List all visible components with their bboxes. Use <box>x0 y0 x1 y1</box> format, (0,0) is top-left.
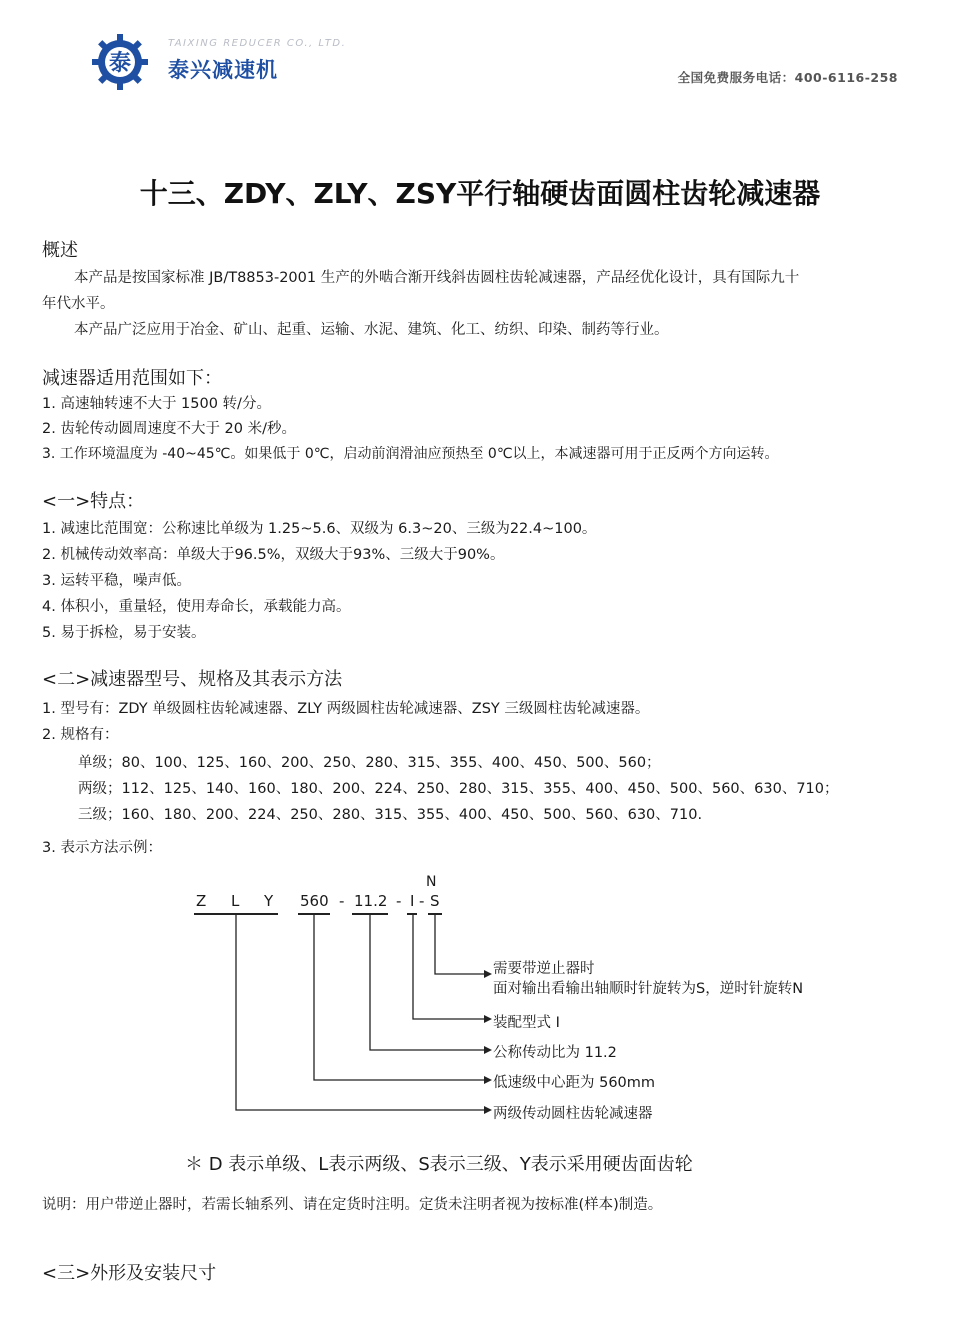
logo-glyph: 泰 <box>108 51 132 76</box>
label-backstop-required: 需要带逆止器时 <box>493 961 595 977</box>
feature-item: 3. 运转平稳，噪声低。 <box>42 573 191 589</box>
company-name-en: TAIXING REDUCER CO., LTD. <box>168 38 347 49</box>
code-dash: - <box>419 892 425 910</box>
code-superscript-n: N <box>426 874 437 890</box>
models-item1: 1. 型号有：ZDY 单级圆柱齿轮减速器、ZLY 两级圆柱齿轮减速器、ZSY 三级圆柱齿轮减速器。 <box>42 701 650 717</box>
code-underline-ratio <box>352 913 388 915</box>
scope-item: 2. 齿轮传动圆周速度不大于 20 米/秒。 <box>42 421 296 437</box>
scope-heading: 减速器适用范围如下： <box>42 368 222 389</box>
code-dash: - <box>396 892 402 910</box>
overview-para1-line1: 本产品是按国家标准 JB/T8853-2001 生产的外啮合渐开线斜齿圆柱齿轮减速器，产品经优化设计，具有国际九十 <box>74 270 800 286</box>
legend-note: ＊ D 表示单级、L表示两级、S表示三级、Y表示采用硬齿面齿轮 <box>185 1154 693 1175</box>
feature-item: 1. 减速比范围宽：公称速比单级为 1.25~5.6、双级为 6.3~20、三级为22.4~100。 <box>42 521 597 537</box>
label-center-distance: 低速级中心距为 560mm <box>493 1075 656 1091</box>
scope-item: 3. 工作环境温度为 -40~45℃。如果低于 0℃，启动前润滑油应预热至 0℃以上，本减速器可用于正反两个方向运转。 <box>42 446 779 462</box>
label-reducer-type: 两级传动圆柱齿轮减速器 <box>493 1106 653 1122</box>
label-nominal-ratio: 公称传动比为 11.2 <box>493 1045 617 1061</box>
company-name-cn: 泰兴减速机 <box>168 58 278 82</box>
code-underline-assembly <box>407 913 417 915</box>
company-logo-icon <box>92 34 148 90</box>
spec-double: 两级；112、125、140、160、180、200、224、250、280、315、355、400、450、500、560、630、710； <box>78 781 839 797</box>
overview-para2: 本产品广泛应用于冶金、矿山、起重、运输、水泥、建筑、化工、纺织、印染、制药等行业。 <box>74 322 669 338</box>
code-underline-center <box>298 913 330 915</box>
spec-triple: 三级；160、180、200、224、250、280、315、355、400、450、500、560、630、710. <box>78 807 703 823</box>
page-title: 十三、ZDY、ZLY、ZSY平行轴硬齿面圆柱齿轮减速器 <box>139 177 821 210</box>
service-hotline: 全国免费服务电话：400-6116-258 <box>677 70 898 85</box>
code-char-z: Z <box>196 892 207 910</box>
label-assembly-form: 装配型式 I <box>493 1015 560 1031</box>
models-heading: <二>减速器型号、规格及其表示方法 <box>42 669 343 690</box>
code-center-distance: 560 <box>300 892 329 910</box>
code-char-y: Y <box>264 892 274 910</box>
feature-item: 4. 体积小，重量轻，使用寿命长，承载能力高。 <box>42 599 351 615</box>
section3-heading: <三>外形及安装尺寸 <box>42 1263 217 1284</box>
models-item2: 2. 规格有： <box>42 727 119 743</box>
code-rotation: S <box>430 892 440 910</box>
overview-para1-line2: 年代水平。 <box>42 296 115 312</box>
code-assembly: I <box>410 892 415 910</box>
code-ratio: 11.2 <box>354 892 388 910</box>
overview-heading: 概述 <box>42 240 78 261</box>
models-item3: 3. 表示方法示例： <box>42 840 162 856</box>
features-heading: <一>特点： <box>42 491 145 512</box>
code-dash: - <box>339 892 345 910</box>
code-underline-rotation <box>428 913 442 915</box>
feature-item: 5. 易于拆检，易于安装。 <box>42 625 206 641</box>
code-char-l: L <box>231 892 240 910</box>
spec-single: 单级；80、100、125、160、200、250、280、315、355、400、450、500、560； <box>78 755 661 771</box>
feature-item: 2. 机械传动效率高：单级大于96.5%，双级大于93%、三级大于90%。 <box>42 547 505 563</box>
label-rotation-direction: 面对输出看输出轴顺时针旋转为S，逆时针旋转N <box>493 981 804 997</box>
ordering-remark: 说明：用户带逆止器时，若需长轴系列、请在定货时注明。定货未注明者视为按标准(样本)制造。 <box>42 1197 663 1213</box>
code-underline-type <box>194 913 278 915</box>
scope-item: 1. 高速轴转速不大于 1500 转/分。 <box>42 396 271 412</box>
